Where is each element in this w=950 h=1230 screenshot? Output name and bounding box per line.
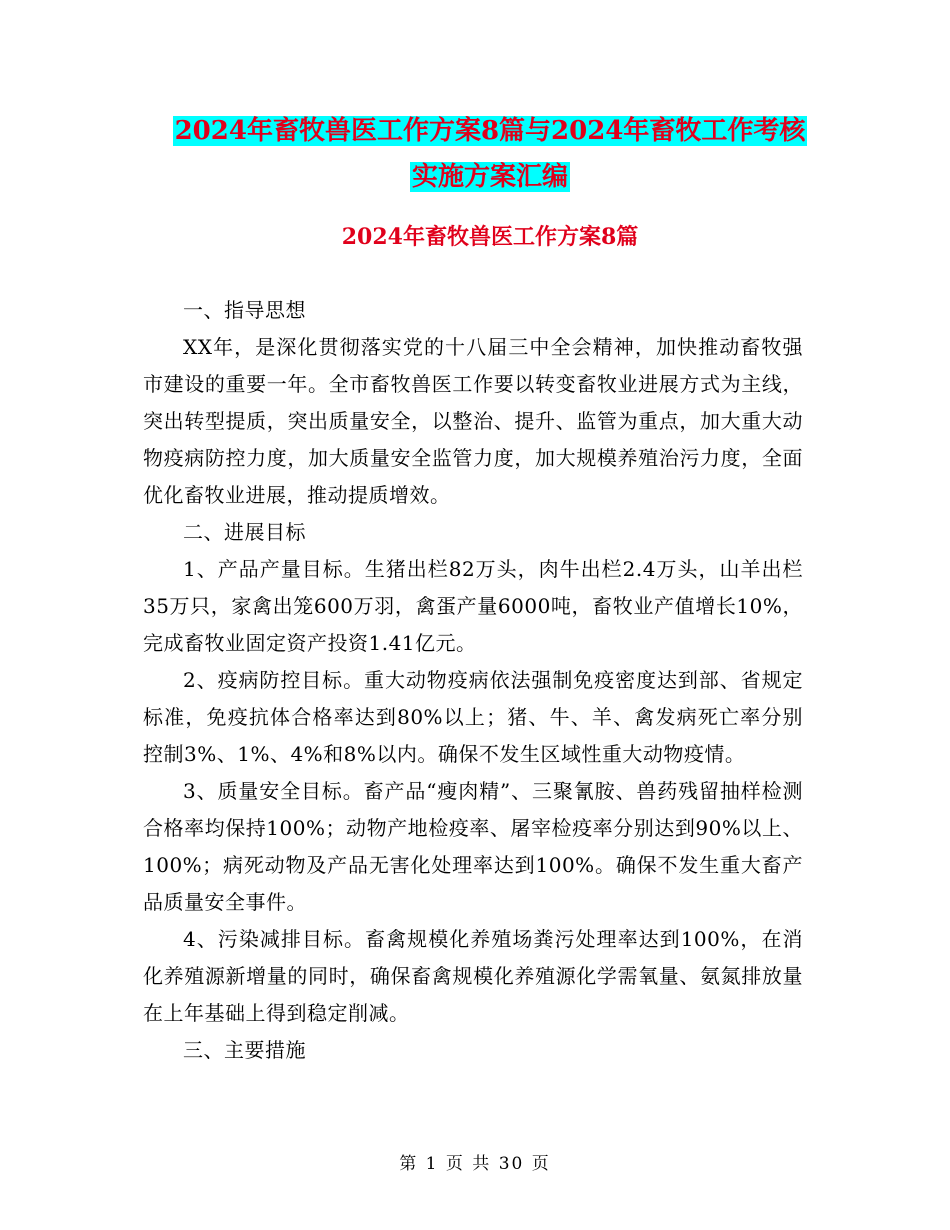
document-body: [143, 292, 803, 1069]
paragraph-output-goals: 1、产品产量目标。生猪出栏82万头，肉牛出栏2.4万头，山羊出栏35万只，家禽出笼600万羽，禽蛋产量6000吨，畜牧业产值增长10%，完成畜牧业固定资产投资1.41亿元。: [143, 557, 803, 655]
paragraph-guiding-ideology: XX年，是深化贯彻落实党的十八届三中全会精神，加快推动畜牧强市建设的重要一年。全市畜牧兽医工作要以转变畜牧业进展方式为主线，突出转型提质，突出质量安全，以整治、提升、监管为重点，加大重大动物疫病防控力度，加大质量安全监管力度，加大规模养殖治污力度，全面优化畜牧业进展，推动提质增效。: [143, 335, 803, 507]
heading-development-goals: 二、进展目标: [183, 520, 306, 544]
page-number: 第 1 页 共 30 页: [399, 1154, 551, 1174]
page-footer: [0, 1152, 950, 1176]
paragraph-disease-control-goals: 2、疫病防控目标。重大动物疫病依法强制免疫密度达到部、省规定标准，免疫抗体合格率达到80%以上；猪、牛、羊、禽发病死亡率分别控制3%、1%、4%和8%以内。确保不发生区域性重大动物疫情。: [143, 668, 803, 766]
paragraph-pollution-reduction-goals: 4、污染减排目标。畜禽规模化养殖场粪污处理率达到100%，在消化养殖源新增量的同时，确保畜禽规模化养殖源化学需氧量、氨氮排放量在上年基础上得到稳定削减。: [143, 927, 803, 1025]
section-title: 2024年畜牧兽医工作方案8篇: [341, 224, 639, 250]
paragraph-quality-safety-goals: 3、质量安全目标。畜产品“瘦肉精”、三聚氰胺、兽药残留抽样检测合格率均保持100%；动物产地检疫率、屠宰检疫率分别达到90%以上、100%；病死动物及产品无害化处理率达到100%。确保不发生重大畜产品质量安全事件。: [143, 779, 803, 914]
document-title-line-2: 实施方案汇编: [411, 162, 568, 192]
heading-guiding-ideology: 一、指导思想: [183, 298, 306, 322]
document-title-line-1: 2024年畜牧兽医工作方案8篇与2024年畜牧工作考核: [174, 116, 806, 146]
document-title: [140, 108, 840, 200]
heading-main-measures: 三、主要措施: [183, 1038, 306, 1062]
